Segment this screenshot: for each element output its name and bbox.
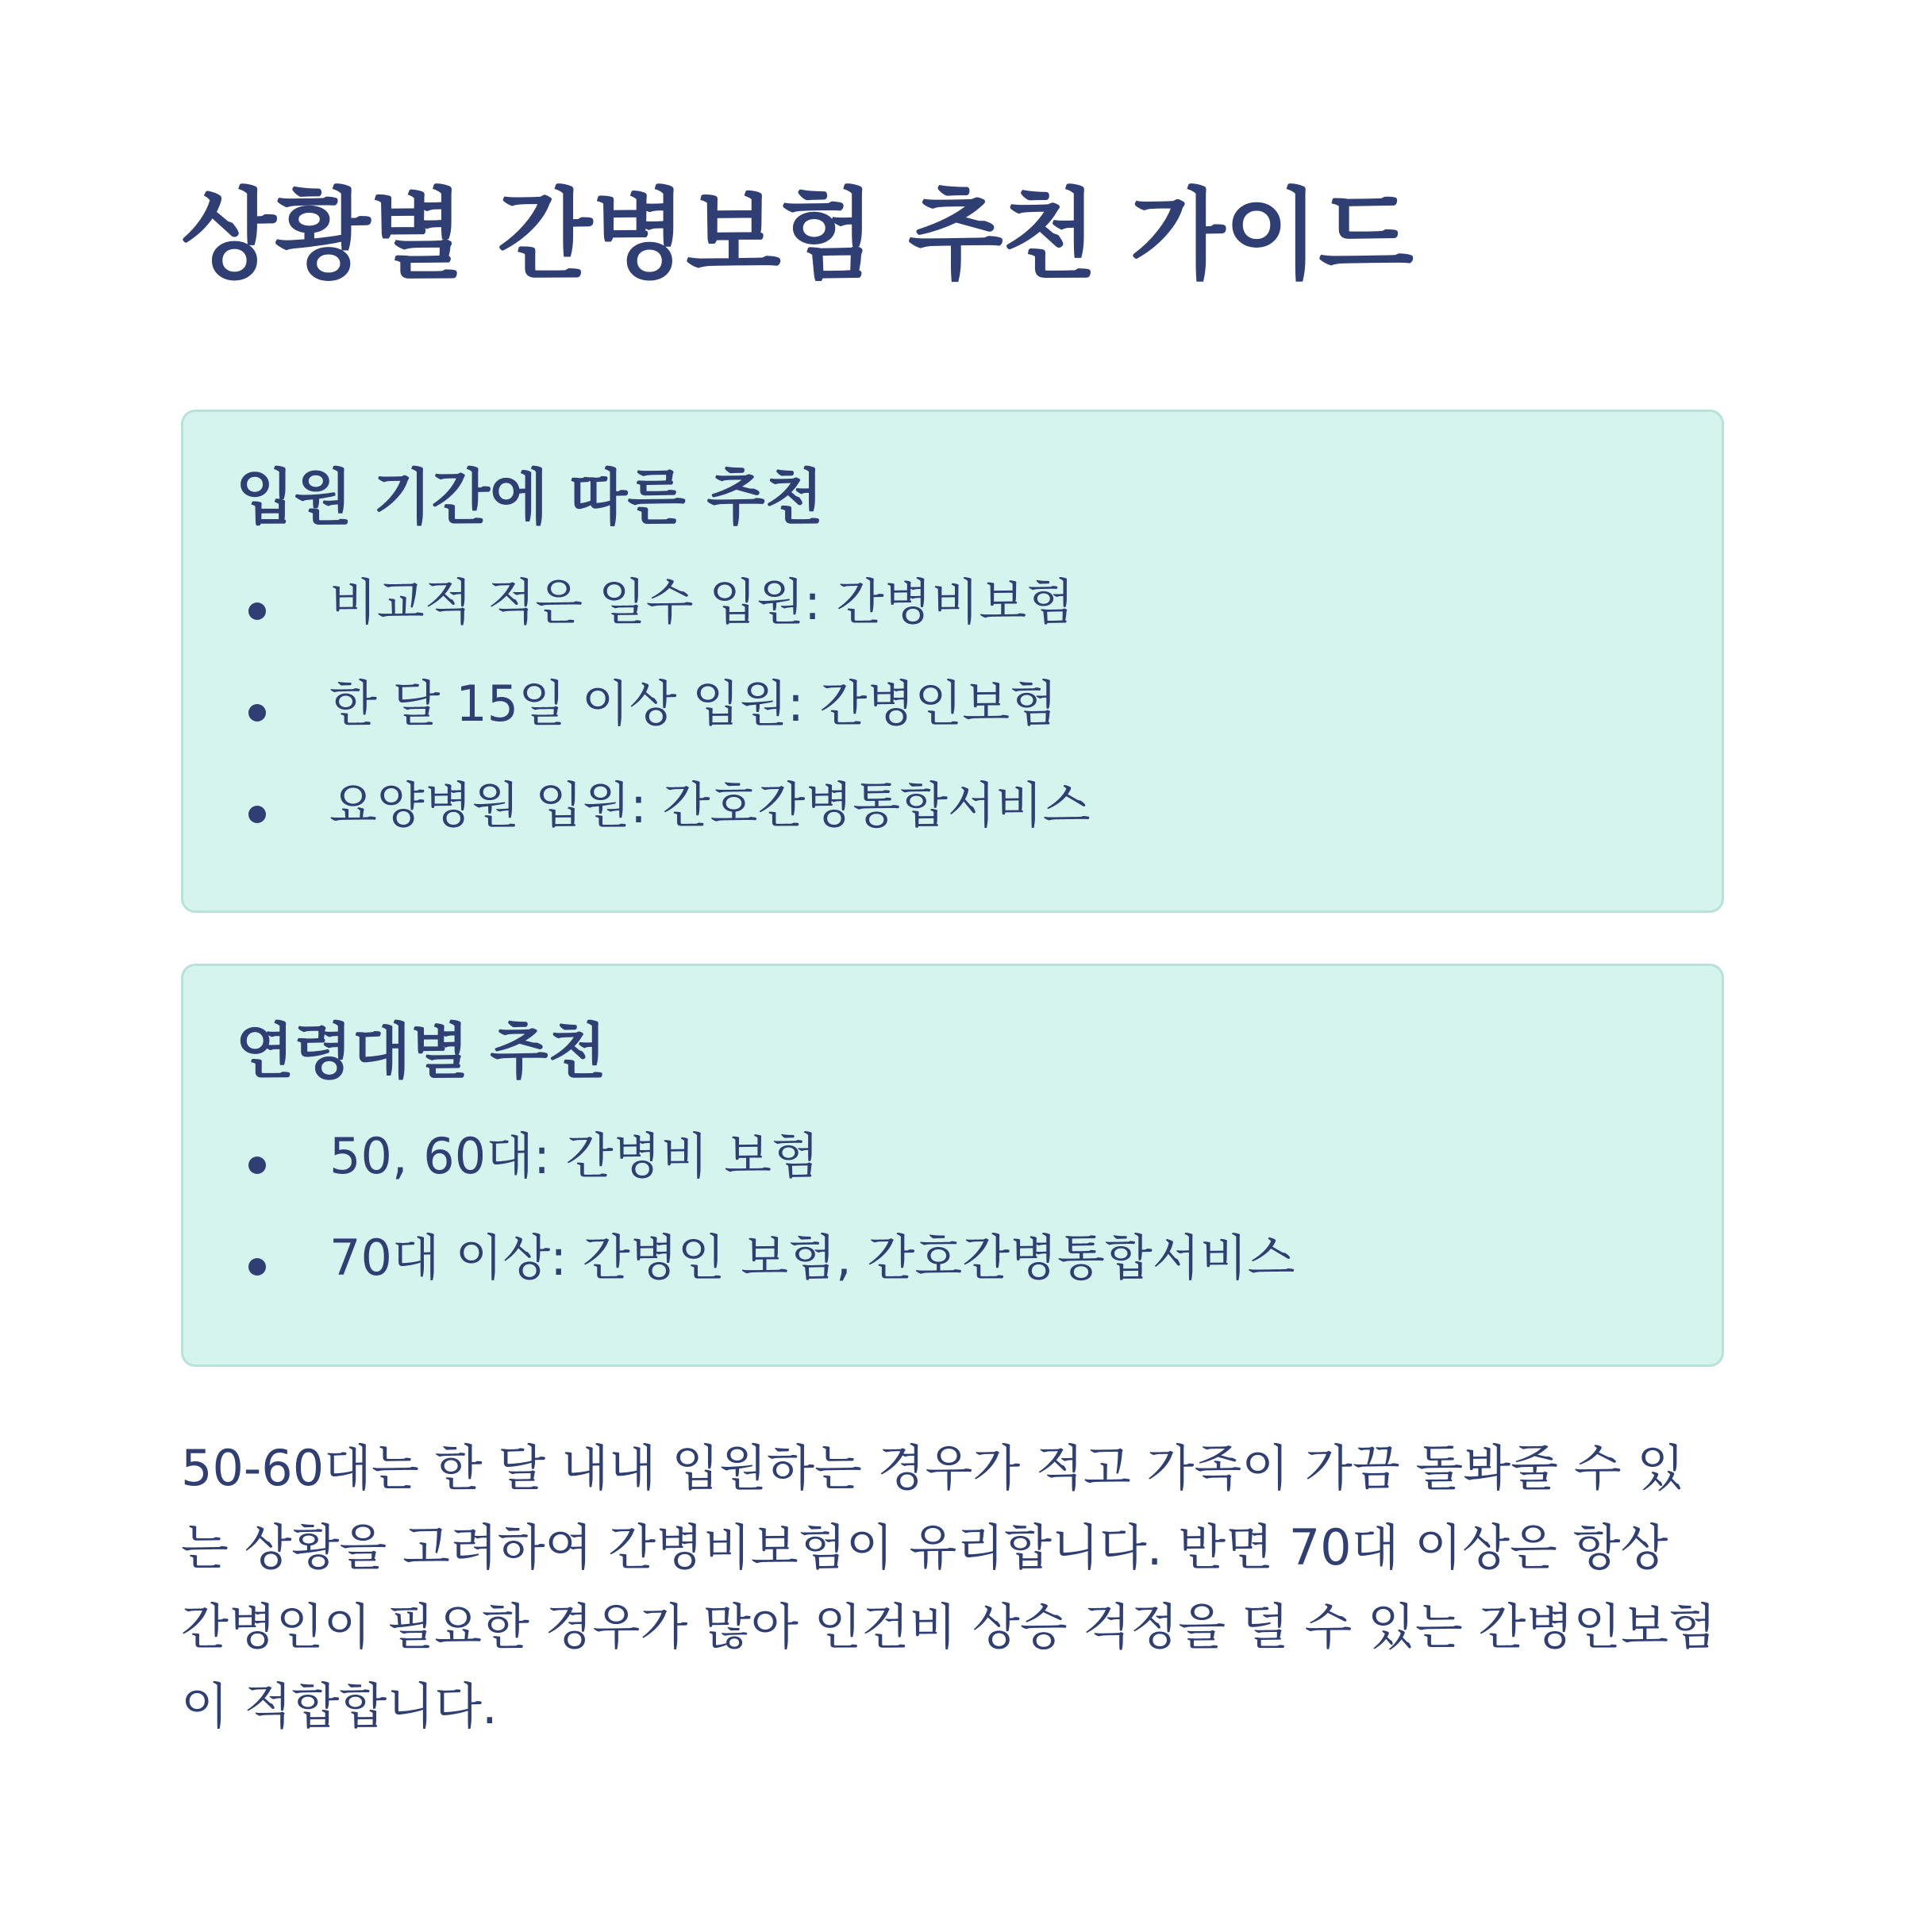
list-item-text: 한 달 15일 이상 입원: 간병인보험 xyxy=(329,675,1058,733)
list-item xyxy=(248,774,1091,876)
recommendation-list xyxy=(248,571,1091,876)
list-item-text: 요양병원 입원: 간호간병통합서비스 xyxy=(329,776,1091,834)
recommendation-list xyxy=(248,1125,1295,1328)
list-item-text: 50, 60대: 간병비 보험 xyxy=(329,1127,819,1185)
list-item-text: 비교적 적은 일수 입원: 간병비보험 xyxy=(329,573,1075,631)
card-heading: 연령대별 추천 xyxy=(236,1016,606,1087)
hospitalization-period-card xyxy=(181,410,1724,913)
bullet-icon xyxy=(248,1258,266,1276)
bullet-icon xyxy=(248,806,266,823)
list-item xyxy=(248,672,1091,774)
card-heading: 입원 기간에 따른 추천 xyxy=(236,462,824,533)
list-item xyxy=(248,571,1091,672)
bullet-icon xyxy=(248,602,266,620)
list-item xyxy=(248,1226,1295,1328)
page-title: 상황별 간병보험 추천 가이드 xyxy=(181,179,1413,293)
bullet-icon xyxy=(248,1157,266,1174)
age-group-card xyxy=(181,964,1724,1367)
list-item-text: 70대 이상: 간병인 보험, 간호간병통합서비스 xyxy=(329,1229,1295,1287)
list-item xyxy=(248,1125,1295,1226)
explanation-paragraph: 50-60대는 한 달 내내 입원하는 경우가 적고 가족이 가끔 돌봐줄 수 있는 상황을 고려하여 간병비보험이 유리합니다. 반면 70대 이상은 항상 간병인이 필요한 경우가 많아 인건비 상승 걱정을 덜 수 있는 간병인보험이 적합합니다. xyxy=(181,1439,1716,1735)
bullet-icon xyxy=(248,704,266,722)
